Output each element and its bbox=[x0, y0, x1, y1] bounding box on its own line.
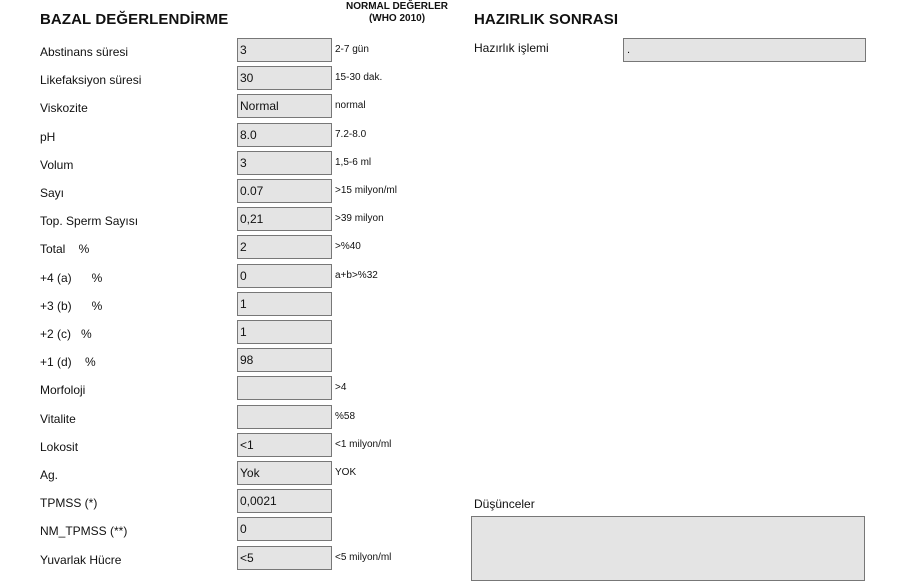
field-label: pH bbox=[40, 129, 56, 144]
form-row bbox=[0, 207, 470, 235]
field-value-input[interactable] bbox=[237, 292, 332, 316]
field-value-input[interactable] bbox=[237, 489, 332, 513]
form-row bbox=[0, 461, 470, 489]
normal-value: <1 milyon/ml bbox=[335, 438, 392, 450]
field-label: NM_TPMSS (**) bbox=[40, 524, 128, 539]
field-label: Total % bbox=[40, 242, 90, 257]
field-label: Abstinans süresi bbox=[40, 45, 129, 59]
field-label: TPMSS (*) bbox=[40, 496, 98, 511]
field-value-input[interactable] bbox=[237, 123, 332, 147]
normal-values-header-line2: (WHO 2010) bbox=[368, 13, 426, 24]
field-label: +1 (d) % bbox=[40, 355, 96, 370]
normal-value: 15-30 dak. bbox=[335, 72, 383, 84]
normal-values-header-line1: NORMAL DEĞERLER bbox=[345, 1, 449, 12]
field-value-input[interactable] bbox=[237, 433, 332, 457]
form-row bbox=[0, 433, 470, 461]
field-value-input[interactable] bbox=[237, 376, 332, 400]
thoughts-field[interactable] bbox=[471, 516, 865, 581]
field-value-input[interactable] bbox=[237, 151, 332, 175]
normal-value: 1,5-6 ml bbox=[335, 156, 372, 168]
form-row bbox=[0, 489, 470, 517]
form-row bbox=[0, 94, 470, 122]
normal-value: YOK bbox=[335, 467, 357, 478]
normal-value: 7.2-8.0 bbox=[335, 128, 367, 140]
form-row bbox=[0, 235, 470, 263]
form-row bbox=[0, 264, 470, 292]
normal-value: a+b>%32 bbox=[335, 269, 378, 281]
field-value-input[interactable] bbox=[237, 461, 332, 485]
prep-field[interactable] bbox=[623, 38, 866, 62]
field-label: Viskozite bbox=[40, 101, 88, 116]
normal-value: normal bbox=[335, 100, 366, 112]
form-row bbox=[0, 66, 470, 94]
field-value-input[interactable] bbox=[237, 94, 332, 118]
form-row bbox=[0, 348, 470, 376]
form-row bbox=[0, 376, 470, 404]
field-label: Yuvarlak Hücre bbox=[40, 552, 122, 567]
form-row bbox=[0, 517, 470, 545]
field-label: Ag. bbox=[40, 468, 59, 482]
normal-value: >39 milyon bbox=[335, 213, 384, 225]
field-value-input[interactable] bbox=[237, 320, 332, 344]
form-row bbox=[0, 151, 470, 179]
field-value-input[interactable] bbox=[237, 405, 332, 429]
field-label: Top. Sperm Sayısı bbox=[40, 214, 139, 229]
field-value-input[interactable] bbox=[237, 179, 332, 203]
normal-values-header bbox=[338, 1, 456, 25]
normal-value: 2-7 gün bbox=[335, 44, 369, 55]
field-value-input[interactable] bbox=[237, 517, 332, 541]
field-label: Lokosit bbox=[40, 439, 79, 454]
field-label: Volum bbox=[40, 157, 74, 172]
form-row bbox=[0, 320, 470, 348]
field-value-input[interactable] bbox=[237, 66, 332, 90]
field-label: +2 (c) % bbox=[40, 327, 92, 341]
bazal-title: BAZAL DEĞERLENDİRME bbox=[40, 11, 229, 28]
field-label: Likefaksiyon süresi bbox=[40, 73, 142, 88]
form-row bbox=[0, 405, 470, 433]
field-value-input[interactable] bbox=[237, 207, 332, 231]
field-label: +4 (a) % bbox=[40, 270, 103, 285]
field-value-input[interactable] bbox=[237, 264, 332, 288]
field-label: Sayı bbox=[40, 186, 65, 200]
form-row bbox=[0, 292, 470, 320]
form-row bbox=[0, 179, 470, 207]
normal-value: >4 bbox=[335, 382, 347, 394]
field-value-input[interactable] bbox=[237, 235, 332, 259]
field-value-input[interactable] bbox=[237, 38, 332, 62]
field-label: Vitalite bbox=[40, 411, 76, 426]
field-value-input[interactable] bbox=[237, 348, 332, 372]
field-value-input[interactable] bbox=[237, 546, 332, 570]
normal-value: >15 milyon/ml bbox=[335, 185, 397, 196]
form-row bbox=[0, 38, 470, 66]
normal-value: <5 milyon/ml bbox=[335, 551, 392, 563]
field-label: +3 (b) % bbox=[40, 298, 103, 313]
prep-label: Hazırlık işlemi bbox=[474, 41, 549, 55]
field-label: Morfoloji bbox=[40, 383, 86, 398]
form-row bbox=[0, 546, 470, 574]
thoughts-label: Düşünceler bbox=[474, 497, 535, 511]
hazirlik-title: HAZIRLIK SONRASI bbox=[474, 11, 619, 28]
normal-value: %58 bbox=[335, 410, 356, 422]
normal-value: >%40 bbox=[335, 241, 361, 253]
form-row bbox=[0, 123, 470, 151]
